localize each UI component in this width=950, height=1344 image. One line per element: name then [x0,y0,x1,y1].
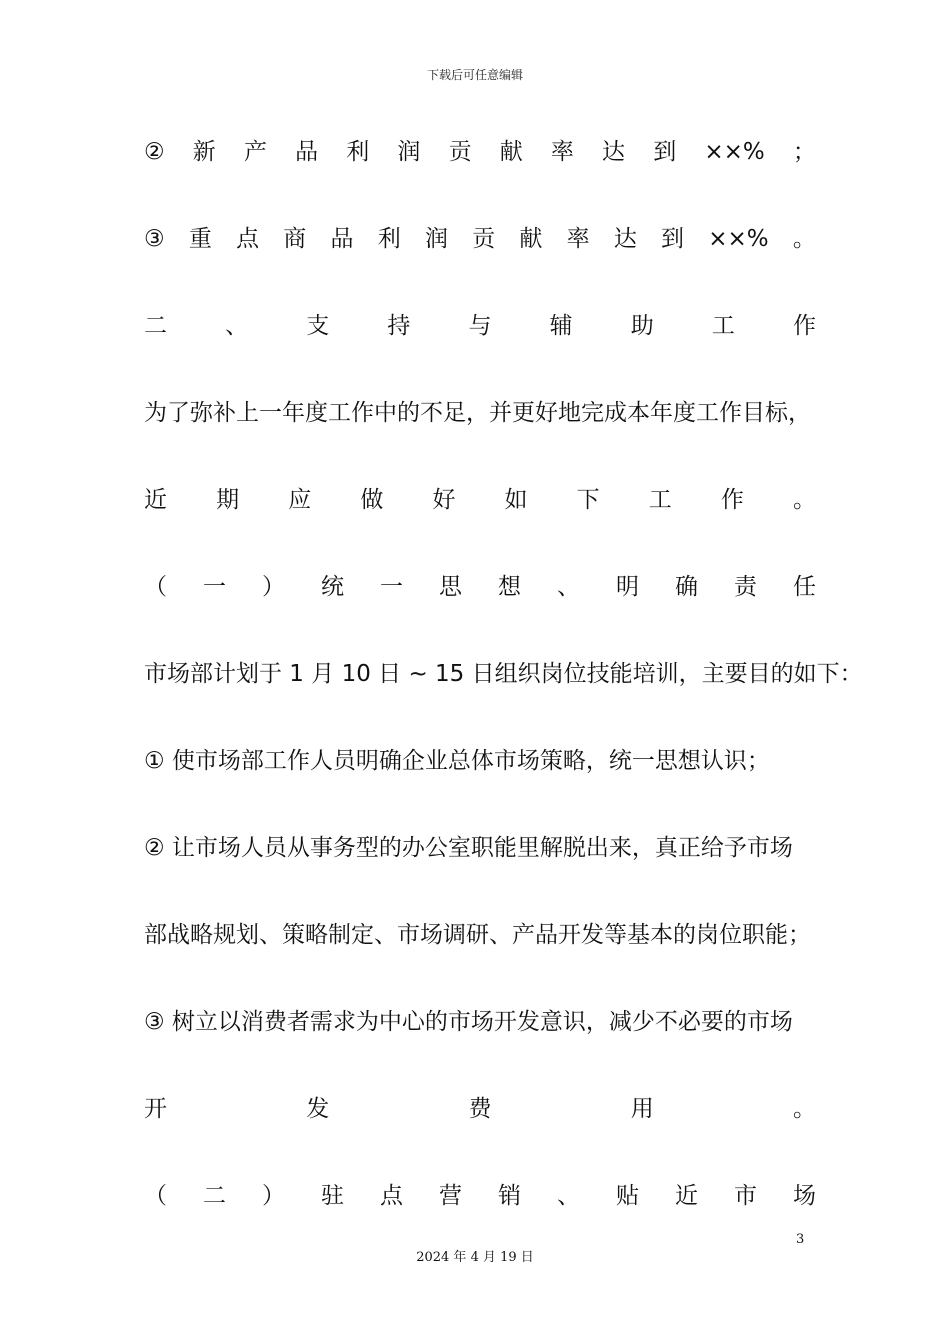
text-token: 润 [424,226,448,252]
text-token: 献 [519,226,543,252]
text-token: 近 [675,1183,698,1209]
text-token: 辅 [549,313,573,339]
text-token: 贴 [616,1183,639,1209]
text-token: 达 [602,139,626,165]
text-token: 一 [380,574,403,600]
text-token: ③ [144,226,165,252]
text-token: ××% [704,139,765,165]
text-token: （ [144,574,167,600]
text-token: 献 [499,139,523,165]
text-token: 重 [188,226,212,252]
text-token: 应 [288,487,312,513]
text-token: 费 [468,1096,492,1122]
text-token: 贡 [472,226,496,252]
text-token: 品 [295,139,319,165]
text-token: 到 [661,226,685,252]
text-token: ② [144,139,165,165]
text-line-l12 [144,1087,816,1131]
text-token: 率 [550,139,574,165]
text-token: 销 [498,1183,521,1209]
text-token: （ [144,1183,167,1209]
text-token: 作 [720,487,744,513]
footer-date: 2024 年 4 月 19 日 [416,1250,534,1265]
text-token: 期 [216,487,240,513]
text-line-l1 [144,130,816,174]
text-token: 场 [793,1183,816,1209]
text-token: 点 [236,226,260,252]
text-token: 如 [504,487,528,513]
text-token: 支 [306,313,330,339]
text-line-l4: 为了弥补上一年度工作中的不足，并更好地完成本年度工作目标， [144,400,811,426]
text-token: 发 [306,1096,330,1122]
text-token: 利 [346,139,370,165]
text-token: 助 [630,313,654,339]
text-token: 市 [734,1183,757,1209]
text-token: 持 [387,313,411,339]
text-token: 、 [225,313,249,339]
text-line-l10: 部战略规划、策略制定、市场调研、产品开发等基本的岗位职能； [144,922,811,948]
text-token: 下 [576,487,600,513]
text-token: 二 [203,1183,226,1209]
text-token: ） [262,1183,285,1209]
text-token: 任 [793,574,816,600]
text-line-l7: 市场部计划于 1 月 10 日 ~ 15 日组织岗位技能培训，主要目的如下： [144,661,863,687]
text-token: 营 [439,1183,462,1209]
text-token: ） [262,574,285,600]
text-token: 。 [792,487,816,513]
text-line-l13 [144,1174,816,1218]
text-token: 贡 [448,139,472,165]
text-token: 开 [144,1096,167,1122]
text-token: 工 [711,313,735,339]
text-token: 到 [653,139,677,165]
text-token: ； [792,139,816,165]
text-token: 与 [468,313,492,339]
text-token: 。 [793,1096,816,1122]
text-token: 二 [144,313,167,339]
text-token: 利 [377,226,401,252]
text-token: 近 [144,487,167,513]
text-token: 一 [203,574,226,600]
text-token: 责 [734,574,757,600]
text-line-l3 [144,304,816,348]
page-header: 下载后可任意编辑 [426,68,523,82]
text-token: 好 [432,487,456,513]
page-number: 3 [796,1232,805,1247]
text-token: 想 [498,574,521,600]
text-token: 做 [360,487,384,513]
text-token: 润 [397,139,421,165]
text-token: 商 [283,226,307,252]
text-line-l9: ② 让市场人员从事务型的办公室职能里解脱出来，真正给予市场 [144,835,793,861]
text-token: 用 [630,1096,654,1122]
text-token: 、 [557,1183,580,1209]
text-token: 达 [613,226,637,252]
text-token: 工 [648,487,672,513]
text-token: 产 [243,139,267,165]
text-line-l2 [144,217,816,261]
text-line-l11: ③ 树立以消费者需求为中心的市场开发意识，减少不必要的市场 [144,1009,793,1035]
text-line-l6 [144,565,816,609]
text-token: 新 [192,139,216,165]
text-token: ××% [708,226,769,252]
text-token: 驻 [321,1183,344,1209]
text-token: 统 [321,574,344,600]
text-token: 作 [793,313,816,339]
text-token: 确 [675,574,698,600]
text-token: 、 [557,574,580,600]
text-token: 品 [330,226,354,252]
text-token: 明 [616,574,639,600]
text-token: 点 [380,1183,403,1209]
text-line-l8: ① 使市场部工作人员明确企业总体市场策略，统一思想认识； [144,748,770,774]
text-token: 率 [566,226,590,252]
text-token: 。 [792,226,816,252]
text-line-l5 [144,478,816,522]
text-token: 思 [439,574,462,600]
